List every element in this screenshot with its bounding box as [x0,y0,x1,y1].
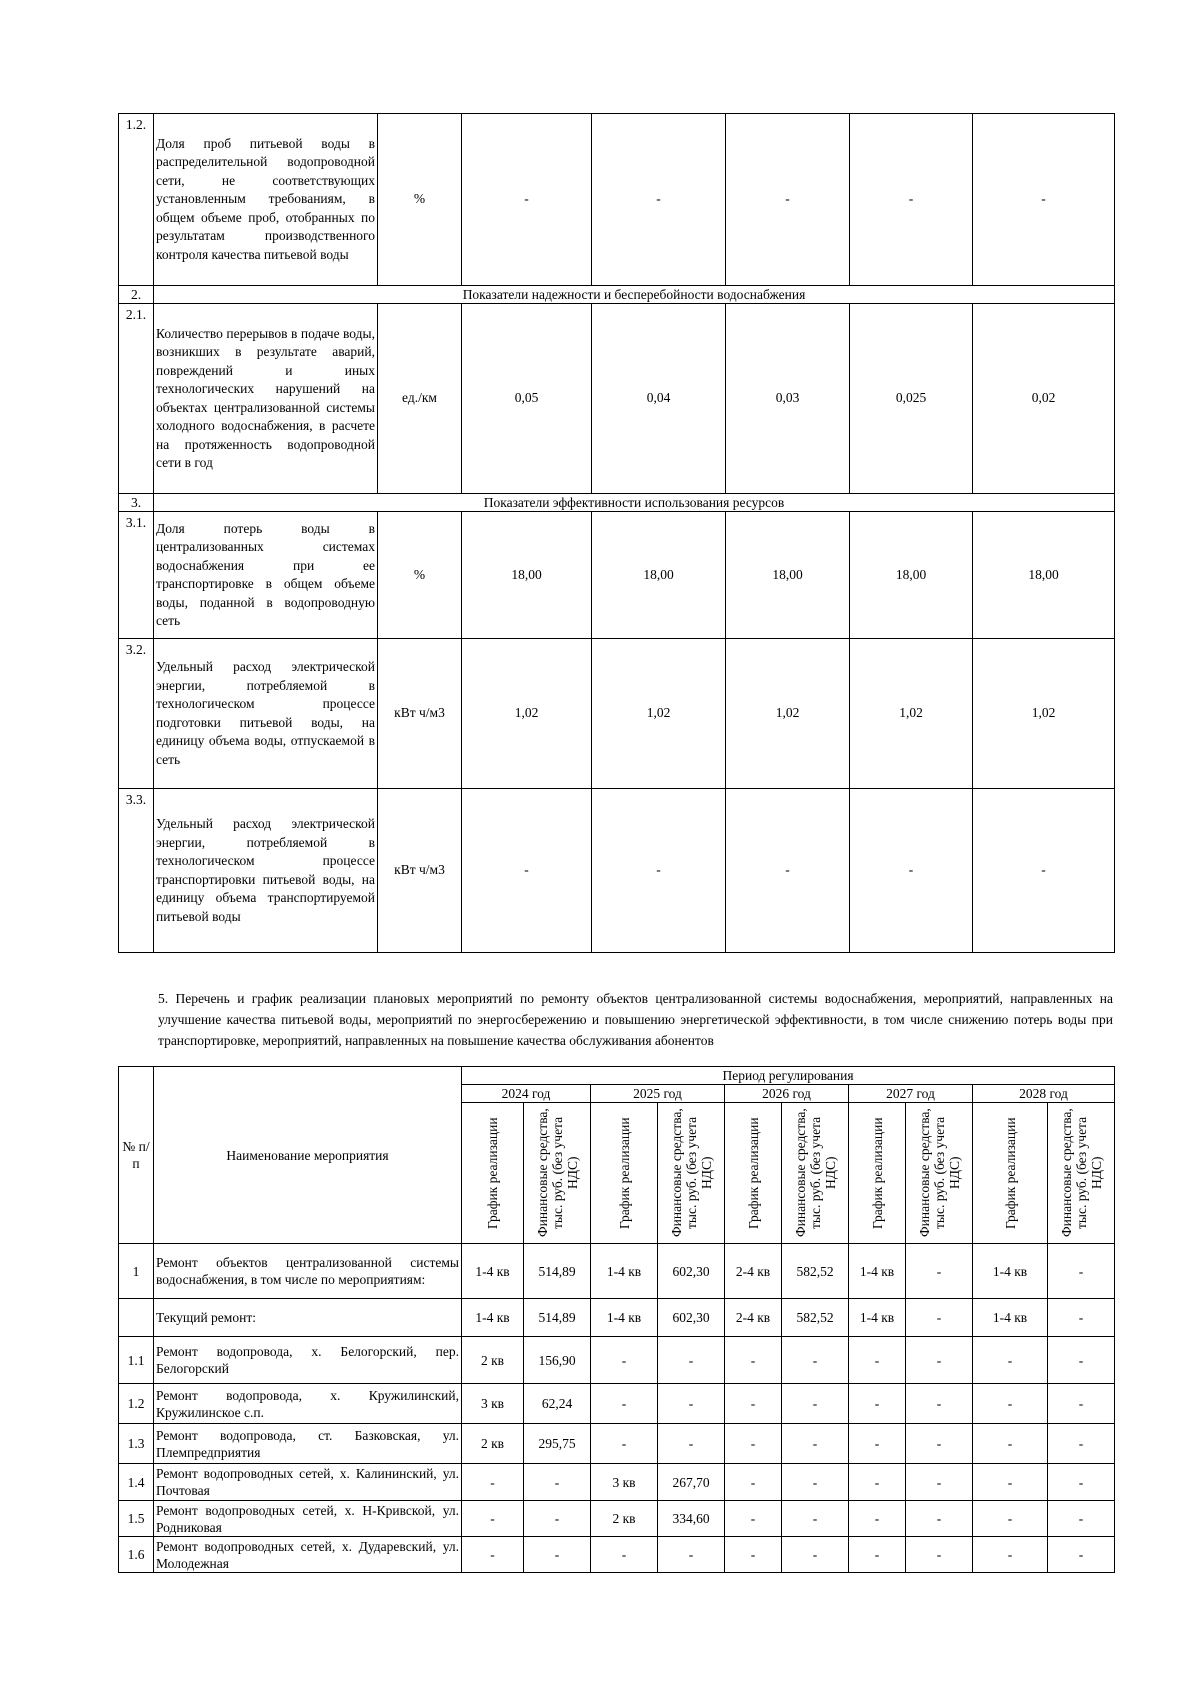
schedule-cell: - [591,1424,658,1464]
section-5-heading: 5. Перечень и график реализации плановых мероприятий по ремонту объектов централизованной системы водоснабжения, мероприятий, направленных на улучшение качества питьевой воды, мероприятий по энергосбережению и повышению энергетической эффективности, в том числе снижению потерь воды при транспортировке, мероприятий, направленных на повышение качества обслуживания абонентов [158,991,1113,1048]
unit-cell: ед./км [378,304,462,494]
indicator-name: Количество перерывов в подаче воды, возникших в результате аварий, повреждений и иных технологических нарушений на объектах централизованной системы холодного водоснабжения, в расчете на протяженность водопроводной сети в год [154,304,378,494]
row-number: 1.4 [119,1464,154,1501]
value-cell: 0,02 [973,304,1115,494]
schedule-cell: 2-4 кв [725,1244,782,1299]
schedule-cell: - [725,1337,782,1384]
value-cell: 0,05 [462,304,592,494]
schedule-cell: - [973,1537,1048,1573]
schedule-cell: - [849,1501,906,1537]
row-number: 3.1. [119,512,154,639]
indicator-name: Удельный расход электрической энергии, потребляемой в технологическом процессе транспортировки питьевой воды, на единицу объема транспортируемой питьевой воды [154,789,378,953]
header-row [119,1067,1115,1085]
schedule-subheader: График реализации [725,1103,782,1244]
schedule-cell: - [973,1501,1048,1537]
finance-cell: - [1048,1464,1115,1501]
value-cell: 18,00 [973,512,1115,639]
finance-cell: 602,30 [658,1244,725,1299]
schedule-subheader: График реализации [591,1103,658,1244]
finance-cell: - [906,1537,973,1573]
finance-cell: - [1048,1501,1115,1537]
indicator-name: Удельный расход электрической энергии, потребляемой в технологическом процессе подготовки питьевой воды, на единицу объема воды, отпускаемой в сеть [154,639,378,789]
schedule-cell: - [973,1464,1048,1501]
schedule-cell: 1-4 кв [973,1244,1048,1299]
finance-subheader: Финансовые средства, тыс. руб. (без учета НДС) [782,1103,849,1244]
row-number: 1.2. [119,114,154,286]
finance-cell: 514,89 [524,1244,591,1299]
table-row [119,1501,1115,1537]
finance-cell: - [524,1537,591,1573]
schedule-cell: 1-4 кв [849,1244,906,1299]
finance-cell: - [524,1501,591,1537]
table-row [119,789,1115,953]
finance-cell: - [658,1384,725,1424]
finance-cell: - [658,1537,725,1573]
value-cell: 0,04 [592,304,726,494]
finance-cell: - [906,1384,973,1424]
value-cell: 18,00 [850,512,973,639]
unit-cell: кВт ч/м3 [378,789,462,953]
schedule-cell: 1-4 кв [849,1299,906,1337]
table-row [119,114,1115,286]
finance-cell: - [782,1464,849,1501]
schedule-cell: - [725,1501,782,1537]
finance-cell: - [906,1337,973,1384]
value-cell: - [592,789,726,953]
schedule-cell: 3 кв [591,1464,658,1501]
activity-name: Ремонт водопровода, ст. Базковская, ул. Племпредприятия [154,1424,462,1464]
schedule-cell: - [591,1337,658,1384]
table-row [119,639,1115,789]
activity-name: Ремонт водопровода, х. Белогорский, пер. Белогорский [154,1337,462,1384]
section-title: Показатели эффективности использования ресурсов [154,494,1115,512]
row-number: 1.1 [119,1337,154,1384]
schedule-cell: 2 кв [462,1424,524,1464]
finance-subheader: Финансовые средства, тыс. руб. (без учета НДС) [524,1103,591,1244]
value-cell: 1,02 [850,639,973,789]
value-cell: 0,025 [850,304,973,494]
row-number: 1 [119,1244,154,1299]
table-row [119,1299,1115,1337]
year-2027-header: 2027 год [849,1085,973,1103]
finance-cell: 582,52 [782,1299,849,1337]
finance-cell: - [1048,1384,1115,1424]
section-title: Показатели надежности и бесперебойности водоснабжения [154,286,1115,304]
schedule-cell: - [973,1424,1048,1464]
finance-cell: - [524,1464,591,1501]
schedule-cell: 1-4 кв [462,1244,524,1299]
row-number: 1.6 [119,1537,154,1573]
schedule-cell: - [849,1424,906,1464]
value-cell: - [462,789,592,953]
unit-cell: % [378,512,462,639]
schedule-cell: 1-4 кв [973,1299,1048,1337]
finance-cell: - [906,1424,973,1464]
schedule-cell: 1-4 кв [591,1299,658,1337]
schedule-cell: - [462,1501,524,1537]
section-row [119,494,1115,512]
finance-cell: 514,89 [524,1299,591,1337]
schedule-cell: - [849,1384,906,1424]
schedule-cell: - [591,1537,658,1573]
unit-cell: % [378,114,462,286]
value-cell: - [850,114,973,286]
row-number: 1.5 [119,1501,154,1537]
activity-name: Ремонт водопровода, х. Кружилинский, Кружилинское с.п. [154,1384,462,1424]
schedule-cell: - [725,1537,782,1573]
finance-subheader: Финансовые средства, тыс. руб. (без учета НДС) [906,1103,973,1244]
finance-cell: - [782,1384,849,1424]
finance-cell: - [782,1424,849,1464]
value-cell: 1,02 [592,639,726,789]
period-header: Период регулирования [462,1067,1115,1085]
finance-cell: 334,60 [658,1501,725,1537]
schedule-subheader: График реализации [462,1103,524,1244]
schedule-cell: - [591,1384,658,1424]
value-cell: 18,00 [462,512,592,639]
indicator-name: Доля потерь воды в централизованных системах водоснабжения при ее транспортировке в общем объеме воды, поданной в водопроводную сеть [154,512,378,639]
value-cell: - [592,114,726,286]
schedule-cell: 3 кв [462,1384,524,1424]
section-row [119,286,1115,304]
row-number [119,1299,154,1337]
activity-name: Текущий ремонт: [154,1299,462,1337]
value-cell: 1,02 [726,639,850,789]
row-number: 1.2 [119,1384,154,1424]
row-number: 1.3 [119,1424,154,1464]
schedule-cell: 2 кв [591,1501,658,1537]
finance-subheader: Финансовые средства, тыс. руб. (без учета НДС) [1048,1103,1115,1244]
schedule-cell: - [462,1464,524,1501]
activity-name: Ремонт водопроводных сетей, х. Калининский, ул. Почтовая [154,1464,462,1501]
value-cell: - [726,789,850,953]
section-number: 3. [119,494,154,512]
finance-cell: - [906,1299,973,1337]
table-row [119,1337,1115,1384]
unit-cell: кВт ч/м3 [378,639,462,789]
table-row [119,1537,1115,1573]
finance-cell: 602,30 [658,1299,725,1337]
schedule-cell: - [849,1537,906,1573]
finance-cell: - [658,1337,725,1384]
finance-cell: - [782,1337,849,1384]
value-cell: - [462,114,592,286]
finance-cell: - [906,1464,973,1501]
finance-cell: - [1048,1424,1115,1464]
finance-cell: - [906,1501,973,1537]
year-2025-header: 2025 год [591,1085,725,1103]
col-num-header: № п/п [119,1067,154,1244]
finance-cell: - [782,1537,849,1573]
finance-cell: 267,70 [658,1464,725,1501]
value-cell: 18,00 [726,512,850,639]
finance-subheader: Финансовые средства, тыс. руб. (без учета НДС) [658,1103,725,1244]
schedule-cell: - [849,1464,906,1501]
finance-cell: 62,24 [524,1384,591,1424]
finance-cell: - [906,1244,973,1299]
finance-cell: 295,75 [524,1424,591,1464]
finance-cell: - [782,1501,849,1537]
indicators-table [118,113,1115,953]
schedule-subheader: График реализации [973,1103,1048,1244]
schedule-cell: 2-4 кв [725,1299,782,1337]
schedule-subheader: График реализации [849,1103,906,1244]
schedule-cell: 1-4 кв [462,1299,524,1337]
value-cell: - [973,114,1115,286]
table-row [119,1424,1115,1464]
schedule-cell: - [725,1424,782,1464]
activity-name: Ремонт водопроводных сетей, х. Н-Кривской, ул. Родниковая [154,1501,462,1537]
finance-cell: 582,52 [782,1244,849,1299]
value-cell: - [726,114,850,286]
table-row [119,1464,1115,1501]
value-cell: - [850,789,973,953]
table-row [119,1384,1115,1424]
table-row [119,1244,1115,1299]
value-cell: 18,00 [592,512,726,639]
finance-cell: - [1048,1299,1115,1337]
schedule-cell: 2 кв [462,1337,524,1384]
schedule-cell: - [973,1384,1048,1424]
finance-cell: - [1048,1337,1115,1384]
row-number: 3.3. [119,789,154,953]
schedule-cell: - [725,1464,782,1501]
schedule-cell: 1-4 кв [591,1244,658,1299]
schedule-cell: - [973,1337,1048,1384]
value-cell: 1,02 [462,639,592,789]
col-name-header: Наименование мероприятия [154,1067,462,1244]
activity-name: Ремонт объектов централизованной системы водоснабжения, в том числе по мероприятиям: [154,1244,462,1299]
year-2026-header: 2026 год [725,1085,849,1103]
row-number: 3.2. [119,639,154,789]
year-2024-header: 2024 год [462,1085,591,1103]
schedule-cell: - [725,1384,782,1424]
row-number: 2.1. [119,304,154,494]
finance-cell: - [1048,1537,1115,1573]
table-row [119,304,1115,494]
schedule-cell: - [849,1337,906,1384]
section-number: 2. [119,286,154,304]
indicator-name: Доля проб питьевой воды в распределительной водопроводной сети, не соответствующих установленным требованиям, в общем объеме проб, отобранных по результатам производственного контроля качества питьевой воды [154,114,378,286]
year-2028-header: 2028 год [973,1085,1115,1103]
table-row [119,512,1115,639]
value-cell: 1,02 [973,639,1115,789]
finance-cell: - [658,1424,725,1464]
finance-cell: - [1048,1244,1115,1299]
activity-name: Ремонт водопроводных сетей, х. Дударевский, ул. Молодежная [154,1537,462,1573]
value-cell: - [973,789,1115,953]
plan-table [118,1066,1115,1573]
schedule-cell: - [462,1537,524,1573]
finance-cell: 156,90 [524,1337,591,1384]
value-cell: 0,03 [726,304,850,494]
